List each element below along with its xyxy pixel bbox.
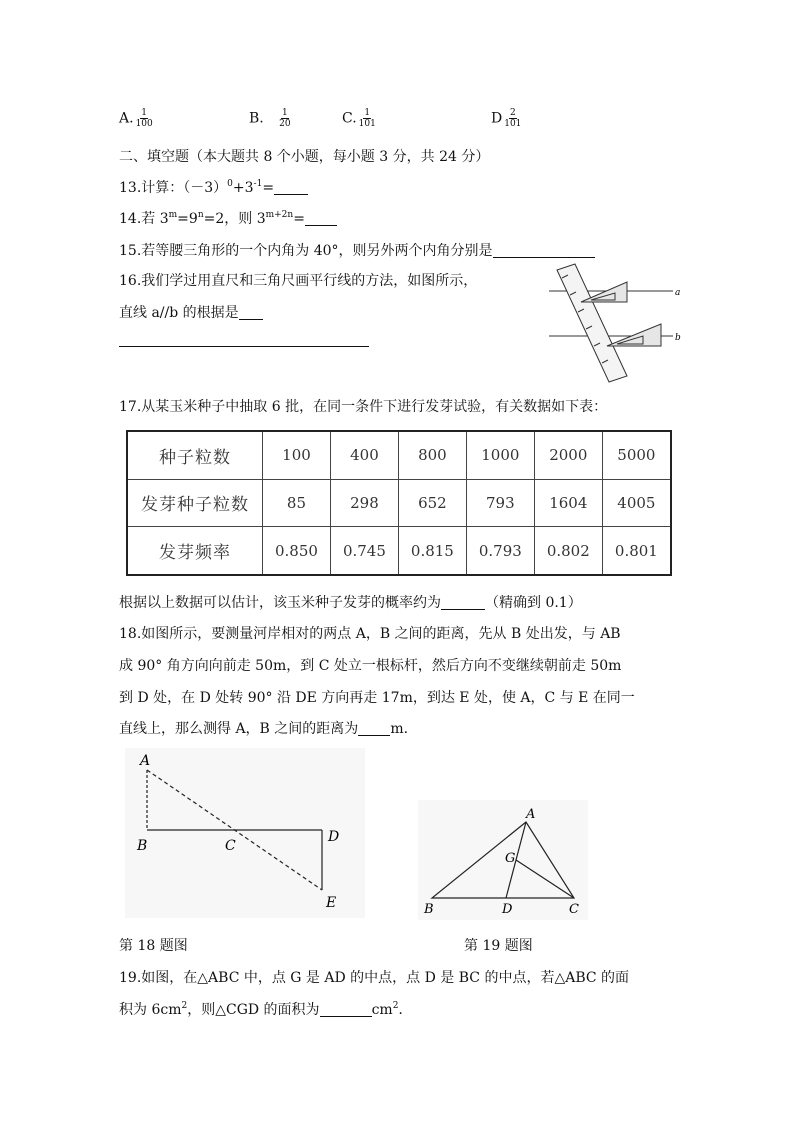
table-row: 发芽频率 0.850 0.745 0.815 0.793 0.802 0.801 — [127, 527, 671, 575]
question-19-line2: 积为 $6cm^2$，则△CGD 的面积为 $cm^2$. — [119, 1001, 403, 1018]
section-title: 二、填空题（本大题共 8 个小题，每小题 3 分，共 24 分） — [119, 149, 490, 165]
question-17-answer: 根据以上数据可以估计，该玉米种子发芽的概率约为 （精确到 0.1） — [119, 595, 582, 611]
label-b: b — [675, 333, 681, 343]
table-row: 发芽种子粒数 85 298 652 793 1604 4005 — [127, 479, 671, 526]
answer-blank — [441, 595, 485, 610]
label-D: D — [502, 902, 513, 917]
label-C: C — [225, 838, 236, 854]
option-b: B. $\frac{1}{20}$ — [249, 108, 291, 129]
parallel-lines-figure — [545, 258, 685, 388]
question-13: 13.计算：$(-3)^0+3^{-1}=$ — [119, 177, 308, 197]
ruler — [557, 264, 627, 382]
answer-blank — [305, 211, 337, 226]
label-A: A — [526, 807, 536, 822]
figure-19 — [418, 800, 588, 920]
table-row: 种子粒数 100 400 800 1000 2000 5000 — [127, 431, 671, 479]
question-18-line4: 直线上，那么测得 A，B 之间的距离为 m. — [119, 721, 409, 737]
question-17: 17.从某玉米种子中抽取 6 批，在同一条件下进行发芽试验，有关数据如下表： — [119, 399, 608, 415]
question-18-line1: 18.如图所示，要测量河岸相对的两点 A，B 之间的距离，先从 B 处出发，与 AB — [119, 626, 621, 642]
label-D: D — [328, 829, 340, 845]
answer-blank — [239, 305, 263, 320]
label-G: G — [505, 851, 516, 866]
answer-blank — [493, 243, 595, 258]
figure-18 — [125, 748, 365, 918]
label-B: B — [424, 902, 434, 917]
question-15: 15.若等腰三角形的一个内角为 40°，则另外两个内角分别是 — [119, 240, 595, 260]
answer-blank — [320, 1002, 372, 1017]
option-c: C. $\frac{1}{101}$ — [342, 108, 376, 129]
option-a: A. $\frac{1}{100}$ — [119, 108, 153, 129]
question-18-line2: 成 90° 角方向向前走 50m，到 C 处立一根标杆，然后方向不变继续朝前走 50m — [119, 658, 622, 674]
label-B: B — [137, 838, 148, 854]
set-square-bottom — [607, 324, 661, 346]
caption-fig19: 第 19 题图 — [464, 938, 533, 954]
caption-fig18: 第 18 题图 — [119, 938, 188, 954]
question-16-line2: 直线 a//b 的根据是 — [119, 302, 263, 322]
question-19-line1: 19.如图，在△ABC 中，点 G 是 AD 的中点，点 D 是 BC 的中点，若△ABC 的面 — [119, 970, 630, 986]
label-C: C — [569, 902, 579, 917]
question-18-line3: 到 D 处，在 D 处转 90° 沿 DE 方向再走 17m，到达 E 处，使 A，C 与 E 在同一 — [119, 690, 635, 706]
label-E: E — [326, 895, 337, 911]
answer-line — [119, 332, 369, 347]
label-a: a — [675, 288, 681, 298]
answer-blank — [358, 721, 390, 736]
option-d: D $\frac{2}{101}$ — [491, 108, 522, 129]
question-16-line1: 16.我们学过用直尺和三角尺画平行线的方法，如图所示， — [119, 273, 478, 289]
label-A: A — [140, 753, 151, 769]
answer-blank — [274, 180, 308, 195]
germination-table — [126, 430, 672, 576]
question-14: 14.若 $3^m=9^n=2$，则 $3^{m+2n}=$ — [119, 208, 337, 228]
